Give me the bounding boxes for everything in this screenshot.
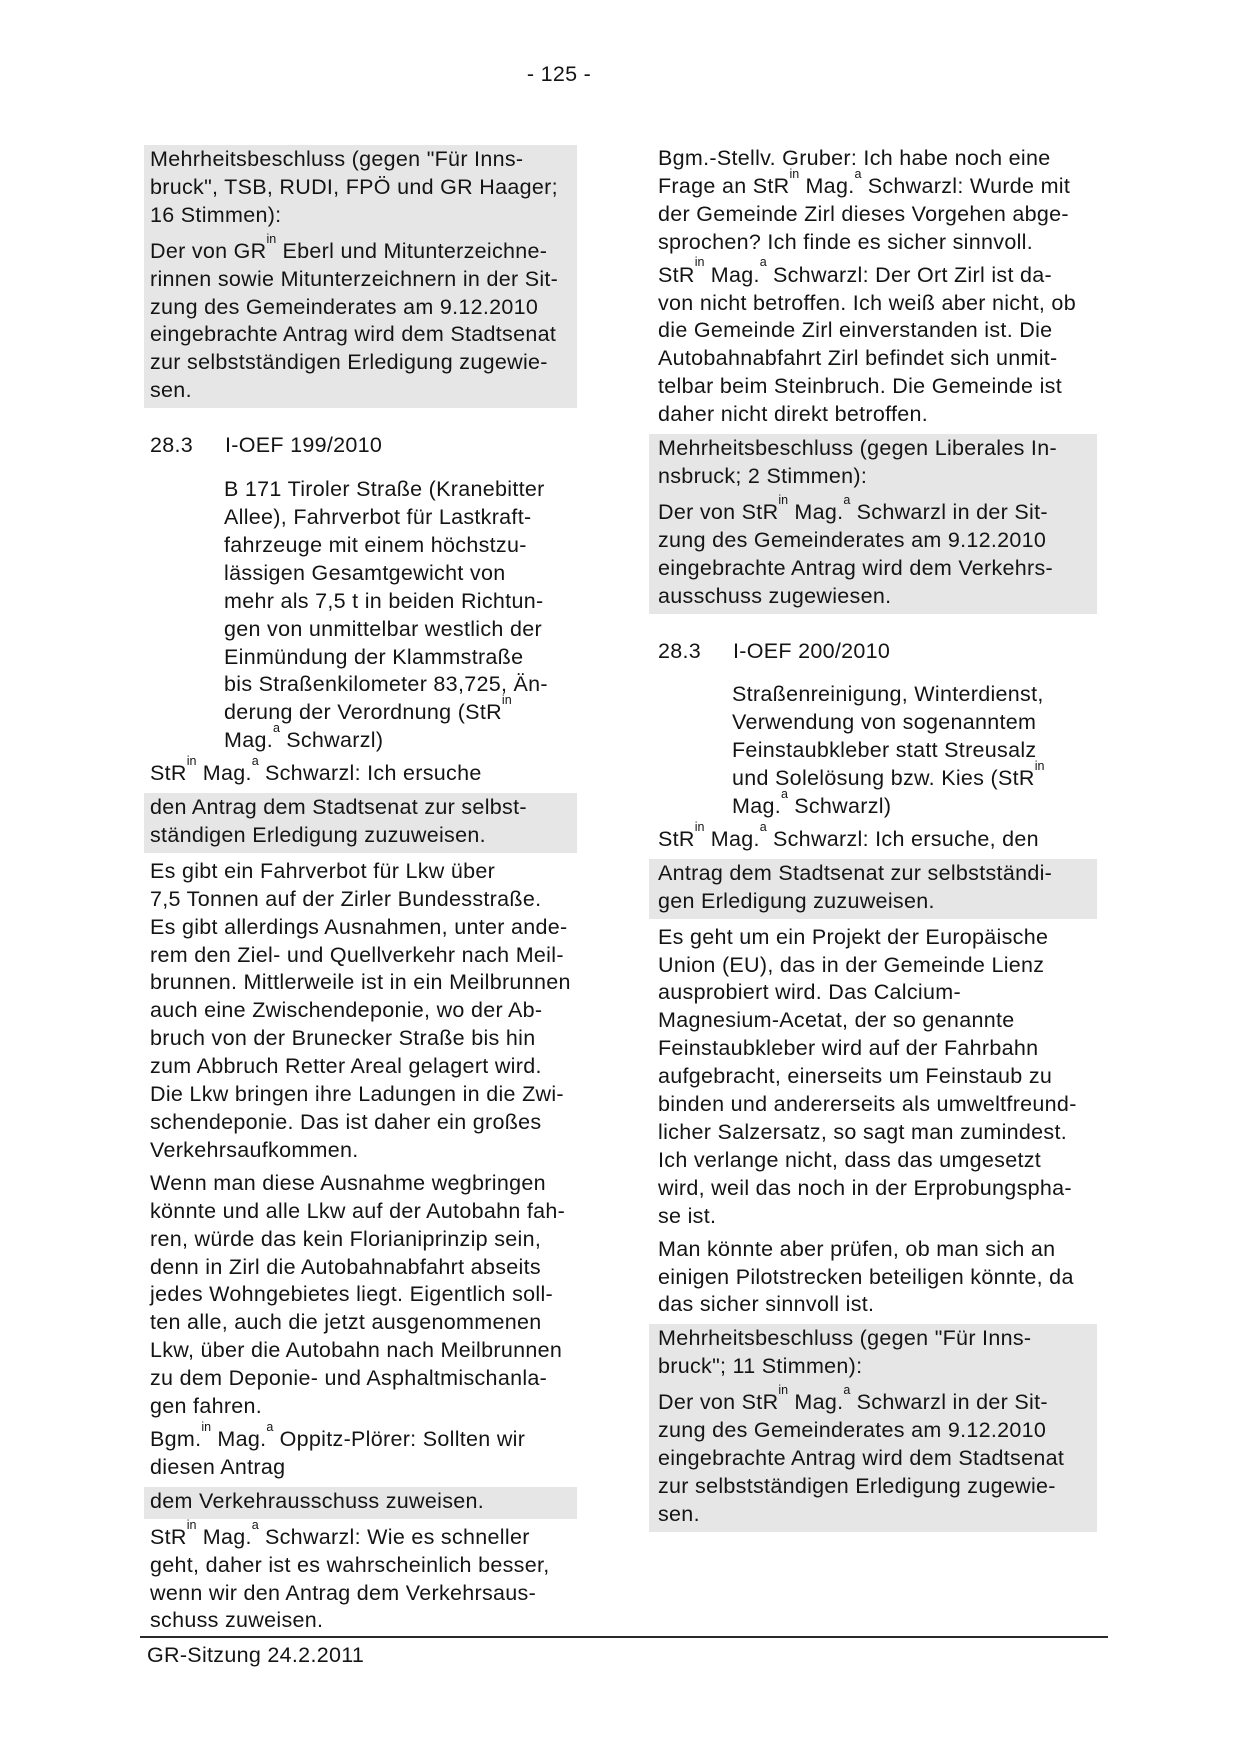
- page-number: - 125 -: [526, 62, 592, 86]
- text-line: zu dem Deponie- und Asphaltmischanla-: [150, 1366, 548, 1391]
- superscript: in: [789, 166, 800, 181]
- text-line: Man könnte aber prüfen, ob man sich an: [658, 1236, 1056, 1261]
- text-line: bruck", TSB, RUDI, FPÖ und GR Haager;: [150, 174, 558, 199]
- text-line: nsbruck; 2 Stimmen):: [658, 463, 868, 488]
- superscript: a: [781, 786, 788, 801]
- text-line: gen Erledigung zuzuweisen.: [658, 888, 935, 913]
- paragraph: [649, 819, 1097, 854]
- text-line: Allee), Fahrverbot für Lastkraft-: [224, 504, 532, 529]
- paragraph: [144, 1517, 577, 1636]
- text-line: zur selbstständigen Erledigung zugewie-: [150, 350, 548, 375]
- text-line: den Antrag dem Stadtsenat zur selbst-: [150, 795, 527, 820]
- text-line: bruck"; 11 Stimmen):: [658, 1354, 863, 1379]
- paragraph: [649, 145, 1097, 257]
- highlighted-paragraph: [144, 1487, 577, 1519]
- text-line: Mehrheitsbeschluss (gegen Liberales In-: [658, 436, 1057, 461]
- text-line: Lkw, über die Autobahn nach Meilbrunnen: [150, 1338, 563, 1363]
- text-line: Feinstaubkleber statt Streusalz: [732, 738, 1037, 763]
- superscript: a: [273, 721, 280, 736]
- text-line: StR$^{in}$ Mag.$^a$ Schwarzl: Wie es schneller: [150, 1517, 530, 1549]
- paragraph: [150, 753, 577, 788]
- text-line: eingebrachte Antrag wird dem Stadtsenat: [658, 1445, 1065, 1470]
- text-line: könnte und alle Lkw auf der Autobahn fah-: [150, 1198, 566, 1223]
- text-line: bruch von der Brunecker Straße bis hin: [150, 1026, 536, 1051]
- text-line: binden und andererseits als umweltfreund-: [658, 1092, 1077, 1117]
- text-line: sen.: [658, 1501, 700, 1526]
- paragraph: [658, 819, 1097, 854]
- superscript: a: [854, 166, 862, 181]
- text-line: Mag.$^a$ Schwarzl): [224, 721, 384, 753]
- text-line: Es geht um ein Projekt der Europäische: [658, 924, 1049, 949]
- superscript: a: [843, 492, 851, 507]
- text-line: brunnen. Mittlerweile ist in ein Meilbrunnen: [150, 970, 571, 995]
- text-line: Mehrheitsbeschluss (gegen "Für Inns-: [658, 1326, 1032, 1351]
- highlighted-paragraph: [144, 793, 577, 853]
- text-line: denn in Zirl die Autobahnabfahrt abseits: [150, 1254, 541, 1279]
- text-line: schendeponie. Das ist daher ein großes: [150, 1110, 542, 1134]
- text-line: Einmündung der Klammstraße: [224, 644, 524, 669]
- text-line: einigen Pilotstrecken beteiligen könnte, da: [658, 1264, 1074, 1289]
- highlighted-paragraph: [649, 434, 1097, 613]
- paragraph: [658, 924, 1097, 1231]
- superscript: a: [843, 1383, 851, 1397]
- text-line: rem den Ziel- und Quellverkehr nach Meil-: [150, 942, 564, 967]
- text-line: ten alle, auch die jetzt ausgenommenen: [150, 1310, 542, 1335]
- text-line: die Gemeinde Zirl einverstanden ist. Die: [658, 318, 1053, 343]
- text-line: zung des Gemeinderates am 9.12.2010: [150, 294, 539, 319]
- text-line: zum Abbruch Retter Areal gelagert wird.: [150, 1054, 542, 1079]
- text-line: sprochen? Ich finde es sicher sinnvoll.: [658, 229, 1034, 254]
- text-line: gen fahren.: [150, 1394, 263, 1419]
- text-line: eingebrachte Antrag wird dem Verkehrs-: [658, 555, 1054, 580]
- text-line: zung des Gemeinderates am 9.12.2010: [658, 1418, 1047, 1443]
- text-line: jedes Wohngebietes liegt. Eigentlich soll-: [150, 1282, 554, 1307]
- text-line: geht, daher ist es wahrscheinlich besser,: [150, 1552, 550, 1577]
- text-line: StR$^{in}$ Mag.$^a$ Schwarzl: Der Ort Zirl ist da-: [658, 255, 1052, 287]
- text-line: Antrag dem Stadtsenat zur selbstständi-: [658, 860, 1053, 885]
- paragraph: [144, 1170, 577, 1421]
- section-heading: [144, 432, 577, 460]
- text-column-right: [649, 145, 1097, 1532]
- text-line: Straßenreinigung, Winterdienst,: [732, 682, 1044, 707]
- superscript: in: [201, 1419, 212, 1434]
- text-line: mehr als 7,5 t in beiden Richtun-: [224, 588, 544, 613]
- text-line: fahrzeuge mit einem höchstzu-: [224, 532, 527, 557]
- text-column-left: [144, 145, 577, 1635]
- superscript: a: [759, 255, 767, 270]
- text-line: Es gibt allerdings Ausnahmen, unter ande-: [150, 914, 568, 939]
- paragraph: [732, 681, 1097, 821]
- text-line: 16 Stimmen):: [150, 202, 282, 227]
- text-line: auch eine Zwischendeponie, wo der Ab-: [150, 998, 543, 1023]
- superscript: in: [501, 693, 512, 708]
- paragraph: [150, 794, 577, 850]
- text-line: diesen Antrag: [150, 1454, 286, 1479]
- text-line: ausprobiert wird. Das Calcium-: [658, 980, 961, 1005]
- text-line: Autobahnabfahrt Zirl befindet sich unmit-: [658, 346, 1058, 371]
- text-line: lässigen Gesamtgewicht von: [224, 560, 506, 585]
- text-line: licher Salzersatz, so sagt man zumindest.: [658, 1120, 1068, 1144]
- paragraph: [144, 753, 577, 788]
- text-line: wird, weil das noch in der Erprobungspha-: [658, 1175, 1072, 1200]
- text-line: derung der Verordnung (StR$^{in}$: [224, 693, 512, 725]
- paragraph: [658, 1383, 1097, 1529]
- section-title: I-OEF 200/2010: [733, 638, 891, 663]
- section-number: 28.3: [658, 638, 702, 663]
- text-line: Mag.$^a$ Schwarzl): [732, 786, 892, 819]
- paragraph: [658, 492, 1097, 611]
- text-line: Bgm.$^{in}$ Mag.$^a$ Oppitz-Plörer: Sollten wir: [150, 1419, 526, 1451]
- superscript: in: [266, 231, 277, 246]
- superscript: a: [251, 1517, 259, 1532]
- text-line: Der von $GR^{in}$ Eberl und Mitunterzeichne-: [150, 231, 548, 263]
- text-line: StR$^{in}$ Mag.$^a$ Schwarzl: Ich ersuche: [150, 753, 482, 786]
- text-line: ausschuss zugewiesen.: [658, 583, 892, 608]
- superscript: a: [759, 819, 767, 834]
- text-line: Mehrheitsbeschluss (gegen "Für Inns-: [150, 147, 524, 171]
- paragraph: [649, 1236, 1097, 1320]
- superscript: in: [1034, 758, 1045, 773]
- text-line: der Gemeinde Zirl dieses Vorgehen abge-: [658, 201, 1069, 226]
- text-line: Der von StR$^{in}$ Mag.$^a$ Schwarzl in der Sit-: [658, 492, 1048, 524]
- text-line: B 171 Tiroler Straße (Kranebitter: [224, 477, 545, 502]
- section-heading: [649, 638, 1097, 666]
- text-line: von nicht betroffen. Ich weiß aber nicht, ob: [658, 290, 1076, 315]
- text-line: Magnesium-Acetat, der so genannte: [658, 1008, 1015, 1033]
- text-line: Der von StR$^{in}$ Mag.$^a$ Schwarzl in der Sit-: [658, 1383, 1048, 1415]
- paragraph: [144, 1419, 577, 1482]
- text-line: wenn wir den Antrag dem Verkehrsaus-: [150, 1580, 537, 1605]
- highlighted-paragraph: [649, 1324, 1097, 1531]
- paragraph: [658, 860, 1097, 916]
- paragraph: [224, 476, 577, 755]
- superscript: in: [186, 1517, 197, 1532]
- text-line: Verwendung von sogenanntem: [732, 710, 1037, 735]
- paragraph: [658, 255, 1097, 429]
- text-line: Wenn man diese Ausnahme wegbringen: [150, 1170, 546, 1195]
- text-line: ren, würde das kein Florianiprinzip sein,: [150, 1226, 542, 1251]
- text-line: eingebrachte Antrag wird dem Stadtsenat: [150, 322, 557, 347]
- page-footer: [140, 1636, 1108, 1668]
- text-line: sen.: [150, 378, 192, 403]
- superscript: a: [266, 1419, 274, 1434]
- paragraph: [150, 231, 577, 405]
- paragraph: [649, 255, 1097, 429]
- text-line: rinnen sowie Mitunterzeichnern in der Sit-: [150, 266, 559, 291]
- paragraph: [658, 145, 1097, 257]
- text-line: Feinstaubkleber wird auf der Fahrbahn: [658, 1036, 1039, 1061]
- superscript: in: [694, 255, 705, 270]
- superscript: in: [778, 1383, 789, 1397]
- text-line: aufgebracht, einerseits um Feinstaub zu: [658, 1064, 1053, 1089]
- text-line: das sicher sinnvoll ist.: [658, 1292, 875, 1317]
- text-line: Verkehrsaufkommen.: [150, 1137, 359, 1162]
- indented-paragraph: [723, 681, 1097, 821]
- paragraph: [658, 1325, 1097, 1381]
- superscript: in: [186, 753, 197, 768]
- footer-text: GR-Sitzung 24.2.2011: [147, 1643, 365, 1667]
- text-line: Es gibt ein Fahrverbot für Lkw über: [150, 858, 496, 883]
- text-line: und Solelösung bzw. Kies (StR$^{in}$: [732, 758, 1045, 791]
- text-line: Frage an StR$^{in}$ Mag.$^a$ Schwarzl: Wurde mit: [658, 166, 1071, 198]
- superscript: a: [251, 753, 259, 768]
- paragraph: [658, 435, 1097, 491]
- text-line: gen von unmittelbar westlich der: [224, 616, 542, 641]
- text-line: schuss zuweisen.: [150, 1608, 324, 1633]
- text-line: bis Straßenkilometer 83,725, Än-: [224, 672, 548, 697]
- text-line: telbar beim Steinbruch. Die Gemeinde ist: [658, 374, 1062, 399]
- paragraph: [150, 858, 577, 1165]
- paragraph: [150, 1488, 577, 1516]
- indented-paragraph: [218, 476, 577, 755]
- paragraph: [150, 146, 577, 230]
- section-number: 28.3: [150, 433, 194, 458]
- paragraph: [150, 1419, 577, 1482]
- text-line: se ist.: [658, 1203, 717, 1228]
- paragraph: [150, 1517, 577, 1636]
- text-line: Die Lkw bringen ihre Ladungen in die Zwi-: [150, 1082, 564, 1107]
- text-line: Bgm.-Stellv. Gruber: Ich habe noch eine: [658, 146, 1051, 170]
- text-line: zur selbstständigen Erledigung zugewie-: [658, 1473, 1056, 1498]
- text-line: zung des Gemeinderates am 9.12.2010: [658, 527, 1047, 552]
- text-line: dem Verkehrausschuss zuweisen.: [150, 1488, 485, 1513]
- paragraph: [144, 858, 577, 1165]
- text-line: Ich verlange nicht, dass das umgesetzt: [658, 1147, 1042, 1172]
- highlighted-paragraph: [649, 859, 1097, 919]
- paragraph: [150, 1170, 577, 1421]
- highlighted-paragraph: [144, 145, 577, 408]
- section-title: I-OEF 199/2010: [225, 433, 383, 458]
- superscript: in: [694, 819, 705, 834]
- text-line: daher nicht direkt betroffen.: [658, 402, 929, 427]
- text-line: ständigen Erledigung zuzuweisen.: [150, 822, 486, 847]
- text-line: StR$^{in}$ Mag.$^a$ Schwarzl: Ich ersuche, den: [658, 819, 1039, 851]
- paragraph: [649, 924, 1097, 1231]
- superscript: in: [778, 492, 789, 507]
- text-line: 7,5 Tonnen auf der Zirler Bundesstraße.: [150, 886, 542, 911]
- text-line: Union (EU), das in der Gemeinde Lienz: [658, 952, 1045, 977]
- paragraph: [658, 1236, 1097, 1320]
